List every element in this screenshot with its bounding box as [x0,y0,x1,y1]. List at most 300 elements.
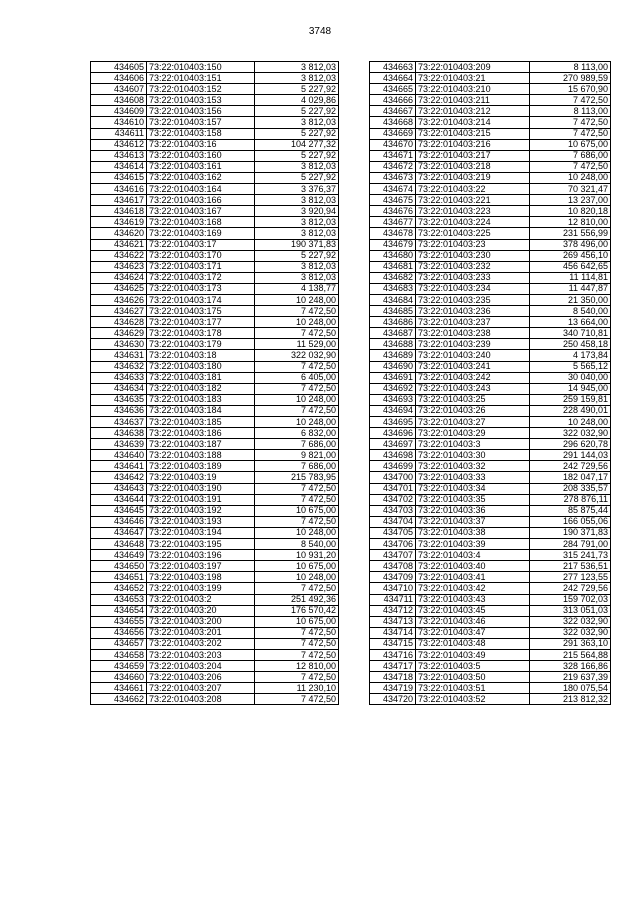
row-id-cell: 434677 [370,217,416,228]
row-id-cell: 434698 [370,450,416,461]
row-id-cell: 434653 [91,594,147,605]
cadastral-number-cell: 73:22:010403:164 [147,184,255,195]
value-cell: 3 812,03 [255,62,339,73]
value-cell: 7 686,00 [530,150,611,161]
row-id-cell: 434646 [91,516,147,527]
cadastral-number-cell: 73:22:010403:203 [147,649,255,660]
value-cell: 4 173,84 [530,350,611,361]
value-cell: 190 371,83 [530,527,611,538]
value-cell: 322 032,90 [530,627,611,638]
row-id-cell: 434711 [370,594,416,605]
row-id-cell: 434616 [91,184,147,195]
row-id-cell: 434651 [91,572,147,583]
table-row [370,417,611,428]
cadastral-number-cell: 73:22:010403:46 [416,616,530,627]
row-id-cell: 434644 [91,494,147,505]
row-id-cell: 434670 [370,139,416,150]
table-row [370,394,611,405]
cadastral-number-cell: 73:22:010403:22 [416,184,530,195]
table-row [91,106,339,117]
cadastral-number-cell: 73:22:010403:225 [416,228,530,239]
cadastral-number-cell: 73:22:010403:199 [147,583,255,594]
row-id-cell: 434614 [91,161,147,172]
table-row [91,516,339,527]
table-row [91,372,339,383]
row-id-cell: 434716 [370,649,416,660]
table-row [91,206,339,217]
cadastral-number-cell: 73:22:010403:180 [147,361,255,372]
cadastral-number-cell: 73:22:010403:162 [147,172,255,183]
value-cell: 8 540,00 [255,539,339,550]
row-id-cell: 434682 [370,272,416,283]
value-cell: 12 810,00 [530,217,611,228]
row-id-cell: 434697 [370,439,416,450]
cadastral-number-cell: 73:22:010403:185 [147,417,255,428]
value-cell: 7 472,50 [255,694,339,705]
table-row [370,616,611,627]
row-id-cell: 434719 [370,683,416,694]
row-id-cell: 434624 [91,272,147,283]
table-row [91,450,339,461]
row-id-cell: 434679 [370,239,416,250]
row-id-cell: 434718 [370,672,416,683]
table-row [370,184,611,195]
row-id-cell: 434681 [370,261,416,272]
value-cell: 291 144,03 [530,450,611,461]
cadastral-number-cell: 73:22:010403:19 [147,472,255,483]
table-row [370,383,611,394]
row-id-cell: 434662 [91,694,147,705]
right-table-body [370,62,611,705]
value-cell: 456 642,65 [530,261,611,272]
table-row [91,62,339,73]
value-cell: 12 810,00 [255,661,339,672]
row-id-cell: 434625 [91,283,147,294]
table-row [91,117,339,128]
value-cell: 217 536,51 [530,561,611,572]
row-id-cell: 434664 [370,73,416,84]
row-id-cell: 434671 [370,150,416,161]
row-id-cell: 434647 [91,527,147,538]
table-row [91,561,339,572]
cadastral-number-cell: 73:22:010403:26 [416,405,530,416]
table-row [91,272,339,283]
table-row [91,150,339,161]
value-cell: 10 248,00 [255,317,339,328]
value-cell: 3 812,03 [255,117,339,128]
cadastral-number-cell: 73:22:010403:150 [147,62,255,73]
row-id-cell: 434658 [91,649,147,660]
row-id-cell: 434715 [370,638,416,649]
value-cell: 13 664,00 [530,317,611,328]
left-data-table [90,61,339,705]
table-row [370,150,611,161]
value-cell: 7 472,50 [255,306,339,317]
cadastral-number-cell: 73:22:010403:170 [147,250,255,261]
value-cell: 4 029,86 [255,95,339,106]
table-row [91,283,339,294]
table-row [91,483,339,494]
cadastral-number-cell: 73:22:010403:207 [147,683,255,694]
cadastral-number-cell: 73:22:010403:219 [416,172,530,183]
row-id-cell: 434704 [370,516,416,527]
row-id-cell: 434714 [370,627,416,638]
cadastral-number-cell: 73:22:010403:188 [147,450,255,461]
value-cell: 270 989,59 [530,73,611,84]
cadastral-number-cell: 73:22:010403:20 [147,605,255,616]
row-id-cell: 434627 [91,306,147,317]
cadastral-number-cell: 73:22:010403:224 [416,217,530,228]
cadastral-number-cell: 73:22:010403:42 [416,583,530,594]
row-id-cell: 434656 [91,627,147,638]
value-cell: 30 040,00 [530,372,611,383]
value-cell: 251 492,36 [255,594,339,605]
row-id-cell: 434629 [91,328,147,339]
table-row [91,638,339,649]
row-id-cell: 434607 [91,84,147,95]
table-row [370,505,611,516]
cadastral-number-cell: 73:22:010403:48 [416,638,530,649]
value-cell: 7 472,50 [530,128,611,139]
value-cell: 10 675,00 [530,139,611,150]
table-row [91,217,339,228]
table-row [91,339,339,350]
table-row [91,172,339,183]
row-id-cell: 434692 [370,383,416,394]
table-row [370,95,611,106]
table-row [370,317,611,328]
row-id-cell: 434618 [91,206,147,217]
row-id-cell: 434610 [91,117,147,128]
table-row [91,627,339,638]
cadastral-number-cell: 73:22:010403:208 [147,694,255,705]
table-row [91,350,339,361]
value-cell: 278 876,11 [530,494,611,505]
row-id-cell: 434636 [91,405,147,416]
cadastral-number-cell: 73:22:010403:23 [416,239,530,250]
table-row [91,161,339,172]
table-row [370,172,611,183]
row-id-cell: 434611 [91,128,147,139]
table-row [91,583,339,594]
cadastral-number-cell: 73:22:010403:194 [147,527,255,538]
cadastral-number-cell: 73:22:010403:157 [147,117,255,128]
value-cell: 5 565,12 [530,361,611,372]
cadastral-number-cell: 73:22:010403:196 [147,550,255,561]
row-id-cell: 434709 [370,572,416,583]
table-row [91,605,339,616]
cadastral-number-cell: 73:22:010403:32 [416,461,530,472]
table-row [370,128,611,139]
value-cell: 7 472,50 [255,361,339,372]
value-cell: 10 675,00 [255,561,339,572]
table-row [91,317,339,328]
row-id-cell: 434713 [370,616,416,627]
value-cell: 7 472,50 [255,405,339,416]
row-id-cell: 434643 [91,483,147,494]
cadastral-number-cell: 73:22:010403:174 [147,294,255,305]
table-row [370,228,611,239]
cadastral-number-cell: 73:22:010403:218 [416,161,530,172]
cadastral-number-cell: 73:22:010403:173 [147,283,255,294]
value-cell: 7 472,50 [255,583,339,594]
value-cell: 182 047,17 [530,472,611,483]
row-id-cell: 434673 [370,172,416,183]
table-row [91,550,339,561]
value-cell: 190 371,83 [255,239,339,250]
table-row [370,250,611,261]
value-cell: 8 540,00 [530,306,611,317]
cadastral-number-cell: 73:22:010403:184 [147,405,255,416]
table-row [91,195,339,206]
table-row [91,494,339,505]
value-cell: 242 729,56 [530,461,611,472]
value-cell: 10 248,00 [255,394,339,405]
cadastral-number-cell: 73:22:010403:177 [147,317,255,328]
row-id-cell: 434687 [370,328,416,339]
row-id-cell: 434635 [91,394,147,405]
value-cell: 250 458,18 [530,339,611,350]
cadastral-number-cell: 73:22:010403:30 [416,450,530,461]
value-cell: 215 564,88 [530,649,611,660]
value-cell: 7 686,00 [255,439,339,450]
cadastral-number-cell: 73:22:010403:243 [416,383,530,394]
table-row [370,62,611,73]
row-id-cell: 434710 [370,583,416,594]
value-cell: 3 920,94 [255,206,339,217]
table-row [370,84,611,95]
row-id-cell: 434676 [370,206,416,217]
value-cell: 9 821,00 [255,450,339,461]
value-cell: 3 812,03 [255,73,339,84]
cadastral-number-cell: 73:22:010403:40 [416,561,530,572]
row-id-cell: 434703 [370,505,416,516]
cadastral-number-cell: 73:22:010403:172 [147,272,255,283]
cadastral-number-cell: 73:22:010403:35 [416,494,530,505]
value-cell: 259 159,81 [530,394,611,405]
table-row [370,450,611,461]
value-cell: 11 447,87 [530,283,611,294]
value-cell: 322 032,90 [530,428,611,439]
row-id-cell: 434705 [370,527,416,538]
row-id-cell: 434689 [370,350,416,361]
table-row [91,649,339,660]
row-id-cell: 434638 [91,428,147,439]
row-id-cell: 434663 [370,62,416,73]
value-cell: 180 075,54 [530,683,611,694]
value-cell: 322 032,90 [530,616,611,627]
row-id-cell: 434668 [370,117,416,128]
cadastral-number-cell: 73:22:010403:34 [416,483,530,494]
table-row [91,228,339,239]
table-row [370,527,611,538]
table-row [370,161,611,172]
row-id-cell: 434659 [91,661,147,672]
value-cell: 3 812,03 [255,217,339,228]
cadastral-number-cell: 73:22:010403:223 [416,206,530,217]
table-row [91,73,339,84]
table-row [370,461,611,472]
cadastral-number-cell: 73:22:010403:4 [416,550,530,561]
value-cell: 208 335,57 [530,483,611,494]
row-id-cell: 434641 [91,461,147,472]
cadastral-number-cell: 73:22:010403:214 [416,117,530,128]
value-cell: 213 812,32 [530,694,611,705]
value-cell: 7 472,50 [530,95,611,106]
row-id-cell: 434634 [91,383,147,394]
cadastral-number-cell: 73:22:010403:193 [147,516,255,527]
row-id-cell: 434669 [370,128,416,139]
cadastral-number-cell: 73:22:010403:239 [416,339,530,350]
table-row [370,328,611,339]
table-row [370,339,611,350]
table-row [91,417,339,428]
table-row [370,539,611,550]
value-cell: 3 812,03 [255,195,339,206]
cadastral-number-cell: 73:22:010403:18 [147,350,255,361]
value-cell: 219 637,39 [530,672,611,683]
page-number: 3748 [308,26,332,37]
table-row [91,294,339,305]
row-id-cell: 434688 [370,339,416,350]
row-id-cell: 434626 [91,294,147,305]
value-cell: 10 931,20 [255,550,339,561]
table-row [91,439,339,450]
row-id-cell: 434632 [91,361,147,372]
cadastral-number-cell: 73:22:010403:240 [416,350,530,361]
row-id-cell: 434691 [370,372,416,383]
row-id-cell: 434654 [91,605,147,616]
value-cell: 8 113,00 [530,62,611,73]
row-id-cell: 434686 [370,317,416,328]
row-id-cell: 434619 [91,217,147,228]
value-cell: 6 405,00 [255,372,339,383]
cadastral-number-cell: 73:22:010403:5 [416,661,530,672]
row-id-cell: 434621 [91,239,147,250]
table-row [91,616,339,627]
cadastral-number-cell: 73:22:010403:29 [416,428,530,439]
cadastral-number-cell: 73:22:010403:37 [416,516,530,527]
row-id-cell: 434657 [91,638,147,649]
row-id-cell: 434661 [91,683,147,694]
table-row [91,505,339,516]
table-row [370,405,611,416]
value-cell: 10 820,18 [530,206,611,217]
table-row [91,694,339,705]
value-cell: 10 248,00 [255,572,339,583]
value-cell: 10 248,00 [255,527,339,538]
cadastral-number-cell: 73:22:010403:212 [416,106,530,117]
row-id-cell: 434609 [91,106,147,117]
cadastral-number-cell: 73:22:010403:21 [416,73,530,84]
cadastral-number-cell: 73:22:010403:189 [147,461,255,472]
table-row [370,572,611,583]
cadastral-number-cell: 73:22:010403:200 [147,616,255,627]
row-id-cell: 434622 [91,250,147,261]
value-cell: 5 227,92 [255,106,339,117]
value-cell: 269 456,10 [530,250,611,261]
row-id-cell: 434650 [91,561,147,572]
value-cell: 15 670,90 [530,84,611,95]
cadastral-number-cell: 73:22:010403:166 [147,195,255,206]
table-row [370,638,611,649]
row-id-cell: 434683 [370,283,416,294]
cadastral-number-cell: 73:22:010403:27 [416,417,530,428]
cadastral-number-cell: 73:22:010403:43 [416,594,530,605]
table-row [91,95,339,106]
table-row [91,128,339,139]
value-cell: 176 570,42 [255,605,339,616]
row-id-cell: 434678 [370,228,416,239]
table-row [370,594,611,605]
value-cell: 3 812,03 [255,228,339,239]
table-row [91,572,339,583]
cadastral-number-cell: 73:22:010403:169 [147,228,255,239]
cadastral-number-cell: 73:22:010403:237 [416,317,530,328]
table-row [370,439,611,450]
table-row [91,383,339,394]
left-table-body [91,62,339,705]
value-cell: 215 783,95 [255,472,339,483]
value-cell: 7 472,50 [255,638,339,649]
row-id-cell: 434720 [370,694,416,705]
right-data-table [369,61,611,705]
row-id-cell: 434665 [370,84,416,95]
cadastral-number-cell: 73:22:010403:187 [147,439,255,450]
value-cell: 5 227,92 [255,172,339,183]
row-id-cell: 434617 [91,195,147,206]
table-row [370,683,611,694]
value-cell: 10 248,00 [255,417,339,428]
table-row [91,84,339,95]
value-cell: 7 472,50 [255,516,339,527]
table-row [91,328,339,339]
value-cell: 7 472,50 [255,649,339,660]
cadastral-number-cell: 73:22:010403:33 [416,472,530,483]
row-id-cell: 434630 [91,339,147,350]
row-id-cell: 434708 [370,561,416,572]
cadastral-number-cell: 73:22:010403:156 [147,106,255,117]
value-cell: 166 055,06 [530,516,611,527]
value-cell: 284 791,00 [530,539,611,550]
table-row [91,306,339,317]
cadastral-number-cell: 73:22:010403:204 [147,661,255,672]
table-row [91,472,339,483]
cadastral-number-cell: 73:22:010403:3 [416,439,530,450]
cadastral-number-cell: 73:22:010403:241 [416,361,530,372]
table-row [370,117,611,128]
row-id-cell: 434685 [370,306,416,317]
value-cell: 5 227,92 [255,250,339,261]
row-id-cell: 434700 [370,472,416,483]
cadastral-number-cell: 73:22:010403:171 [147,261,255,272]
value-cell: 322 032,90 [255,350,339,361]
value-cell: 7 686,00 [255,461,339,472]
cadastral-number-cell: 73:22:010403:160 [147,150,255,161]
value-cell: 85 875,44 [530,505,611,516]
cadastral-number-cell: 73:22:010403:17 [147,239,255,250]
row-id-cell: 434699 [370,461,416,472]
table-row [370,472,611,483]
cadastral-number-cell: 73:22:010403:192 [147,505,255,516]
cadastral-number-cell: 73:22:010403:158 [147,128,255,139]
row-id-cell: 434717 [370,661,416,672]
table-row [91,405,339,416]
cadastral-number-cell: 73:22:010403:221 [416,195,530,206]
value-cell: 11 230,10 [255,683,339,694]
value-cell: 242 729,56 [530,583,611,594]
value-cell: 228 490,01 [530,405,611,416]
